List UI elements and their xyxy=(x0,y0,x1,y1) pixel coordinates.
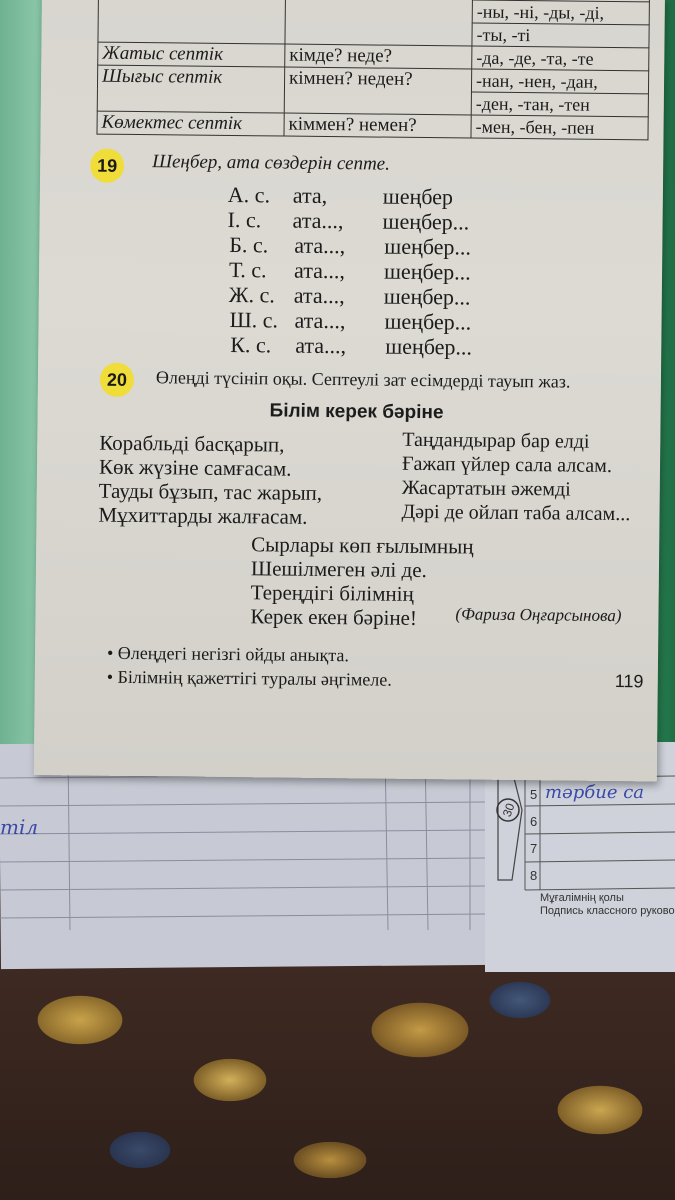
task-20-instruction: Өлеңді түсініп оқы. Септеулі зат есімдерді тауып жаз. xyxy=(155,367,571,392)
poem-line: Жасартатын әжемді xyxy=(401,476,571,501)
decl-word-shenber: шеңбер... xyxy=(384,308,472,335)
poem-stanza-left xyxy=(98,431,322,529)
task-20-bullets xyxy=(107,641,393,692)
poem-author: (Фариза Оңғарсынова) xyxy=(455,604,622,626)
case-question: кімнен? неден? xyxy=(284,67,471,115)
carpet-background xyxy=(0,960,675,1200)
poem-stanza-center xyxy=(250,532,473,630)
case-endings: -ны, -ні, -ды, -ді, xyxy=(472,0,649,25)
case-question: кіммен? немен? xyxy=(284,113,471,138)
case-name: Жатыс септік xyxy=(98,42,285,67)
page-number: 119 xyxy=(614,671,644,692)
poem-line: Тауды бұзып, тас жарып, xyxy=(98,478,323,505)
poem-line: Сырлары көп ғылымның xyxy=(251,532,474,559)
row-number-6: 6 xyxy=(530,814,538,829)
poem-line: Шешілмеген әлі де. xyxy=(250,556,427,583)
decl-word-ata: ата..., xyxy=(293,257,346,284)
case-name: Көмектес септік xyxy=(97,111,284,136)
decl-case: І. с. xyxy=(227,206,262,233)
textbook-page xyxy=(34,0,665,781)
bullet-item: • Білімнің қажеттігі туралы әңгімеле. xyxy=(106,666,392,690)
task-19-badge: 19 xyxy=(90,149,124,183)
poem-line: Таңдандырар бар елді xyxy=(402,428,590,453)
case-endings: -мен, -бен, -пен xyxy=(471,115,648,140)
decl-word-ata: ата..., xyxy=(295,332,347,359)
decl-case: К. с. xyxy=(230,331,272,358)
decl-word-ata: ата..., xyxy=(293,282,345,309)
poem-stanza-right xyxy=(401,428,631,526)
case-table xyxy=(96,0,650,140)
decl-case: Т. с. xyxy=(228,256,267,283)
case-question: кімде? неде? xyxy=(285,44,472,69)
decl-word-shenber: шеңбер... xyxy=(383,283,471,310)
signature-label-kz: Мұғалімнің қолы xyxy=(540,892,624,904)
decl-word-shenber: шеңбер xyxy=(382,183,454,210)
poem-line: Мұхиттарды жалғасам. xyxy=(98,502,308,529)
decl-word-ata: ата, xyxy=(292,182,328,208)
decl-case: А. с. xyxy=(227,181,271,208)
signature-label-ru: Подпись классного руково xyxy=(540,905,675,917)
decl-word-shenber: шеңбер... xyxy=(382,208,470,235)
decl-word-ata: ата..., xyxy=(294,307,346,334)
poem-line: Корабльді басқарып, xyxy=(99,430,285,457)
poem-line: Дәрі де ойлап таба алсам... xyxy=(401,500,631,526)
poem-line: Керек екен бәріне! xyxy=(250,604,418,630)
decl-word-shenber: шеңбер... xyxy=(383,258,471,285)
row-number-8: 8 xyxy=(530,868,538,883)
decl-case: Б. с. xyxy=(229,231,269,258)
decl-word-ata: ата..., xyxy=(294,232,346,259)
poem-line: Ғажап үйлер сала алсам. xyxy=(401,452,613,477)
case-endings: -ден, -тан, -тен xyxy=(471,92,648,117)
case-endings: -да, -де, -та, -те xyxy=(472,46,649,71)
row-number-5: 5 xyxy=(530,787,538,802)
case-endings: -нан, -нен, -дан, xyxy=(471,69,648,94)
handwriting-left: тіл xyxy=(0,815,39,839)
bullet-item: • Өлеңдегі негізгі ойды анықта. xyxy=(106,642,350,666)
row-number-7: 7 xyxy=(530,841,538,856)
poem-line: Тереңдігі білімнің xyxy=(250,580,414,606)
decl-case: Ш. с. xyxy=(229,306,279,333)
decl-word-shenber: шеңбер... xyxy=(385,333,473,360)
decl-word-shenber: шеңбер... xyxy=(384,233,472,260)
decl-word-ata: ата..., xyxy=(292,207,344,234)
task-20-badge: 20 xyxy=(100,363,134,397)
case-endings: -ты, -ті xyxy=(472,23,649,48)
poem-title: Білім керек бәріне xyxy=(269,400,444,424)
handwriting-row-5: тәрбие са xyxy=(545,782,645,803)
case-name: Шығыс септік xyxy=(97,65,284,113)
case-question xyxy=(285,0,473,46)
decl-case: Ж. с. xyxy=(228,281,275,308)
case-name xyxy=(98,0,286,44)
task-19-instruction: Шеңбер, ата сөздерін септе. xyxy=(152,151,391,175)
poem-line: Көк жүзіне самғасам. xyxy=(98,454,292,481)
circle-mark: 30 xyxy=(499,801,518,819)
